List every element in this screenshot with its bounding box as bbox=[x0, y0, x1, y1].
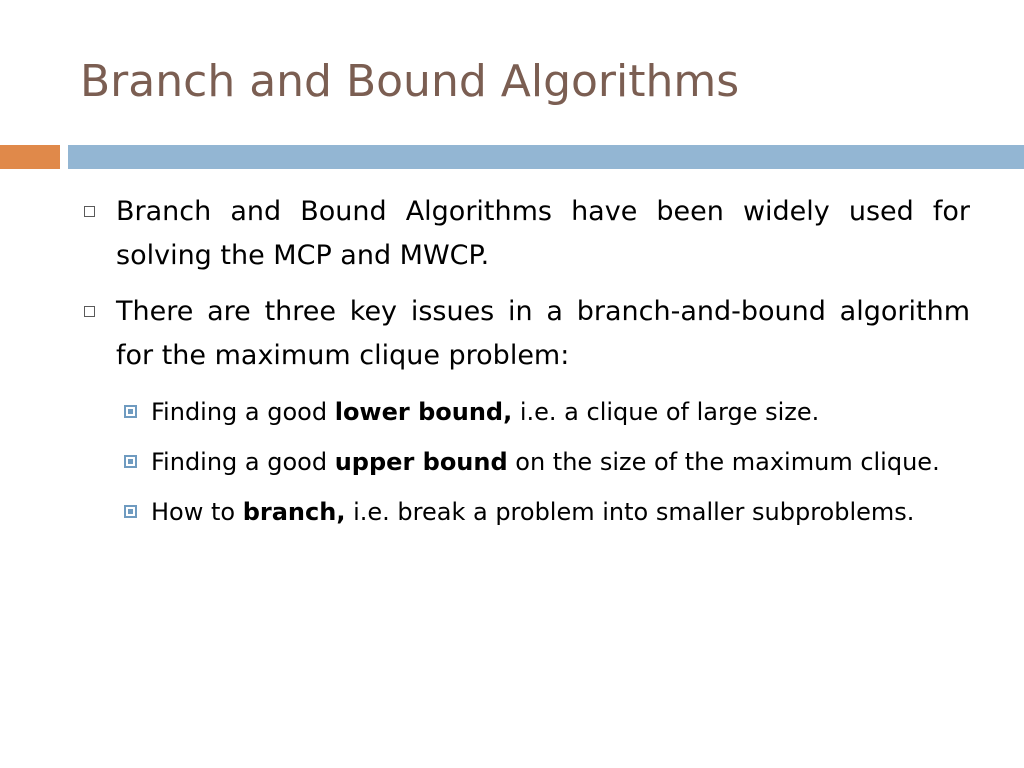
emphasis-text: lower bound, bbox=[334, 398, 513, 426]
slide-body bbox=[80, 190, 970, 540]
slide-title: Branch and Bound Algorithms bbox=[80, 56, 740, 107]
bullet-text: There are three key issues in a branch-and-bound algorithm for the maximum clique problem: bbox=[116, 296, 970, 371]
filled-square-bullet-icon bbox=[124, 505, 137, 518]
filled-square-bullet-icon bbox=[124, 405, 137, 418]
sub-bullet-text: Finding a good lower bound, i.e. a clique of large size. bbox=[151, 398, 820, 426]
bullet-item bbox=[80, 190, 970, 278]
bullet-text: Branch and Bound Algorithms have been widely used for solving the MCP and MWCP. bbox=[116, 196, 970, 271]
sub-bullet-item bbox=[116, 440, 970, 484]
square-bullet-icon bbox=[84, 206, 95, 217]
filled-square-bullet-icon bbox=[124, 455, 137, 468]
sub-bullet-item bbox=[116, 490, 970, 534]
title-divider-bar bbox=[68, 145, 1024, 169]
title-accent-bar bbox=[0, 145, 60, 169]
square-bullet-icon bbox=[84, 306, 95, 317]
sub-bullet-text: How to branch, i.e. break a problem into smaller subproblems. bbox=[151, 498, 915, 526]
bullet-item bbox=[80, 290, 970, 378]
emphasis-text: upper bound bbox=[334, 448, 508, 476]
sub-bullet-text: Finding a good upper bound on the size of the maximum clique. bbox=[151, 448, 940, 476]
sub-bullet-item bbox=[116, 390, 970, 434]
emphasis-text: branch, bbox=[242, 498, 346, 526]
